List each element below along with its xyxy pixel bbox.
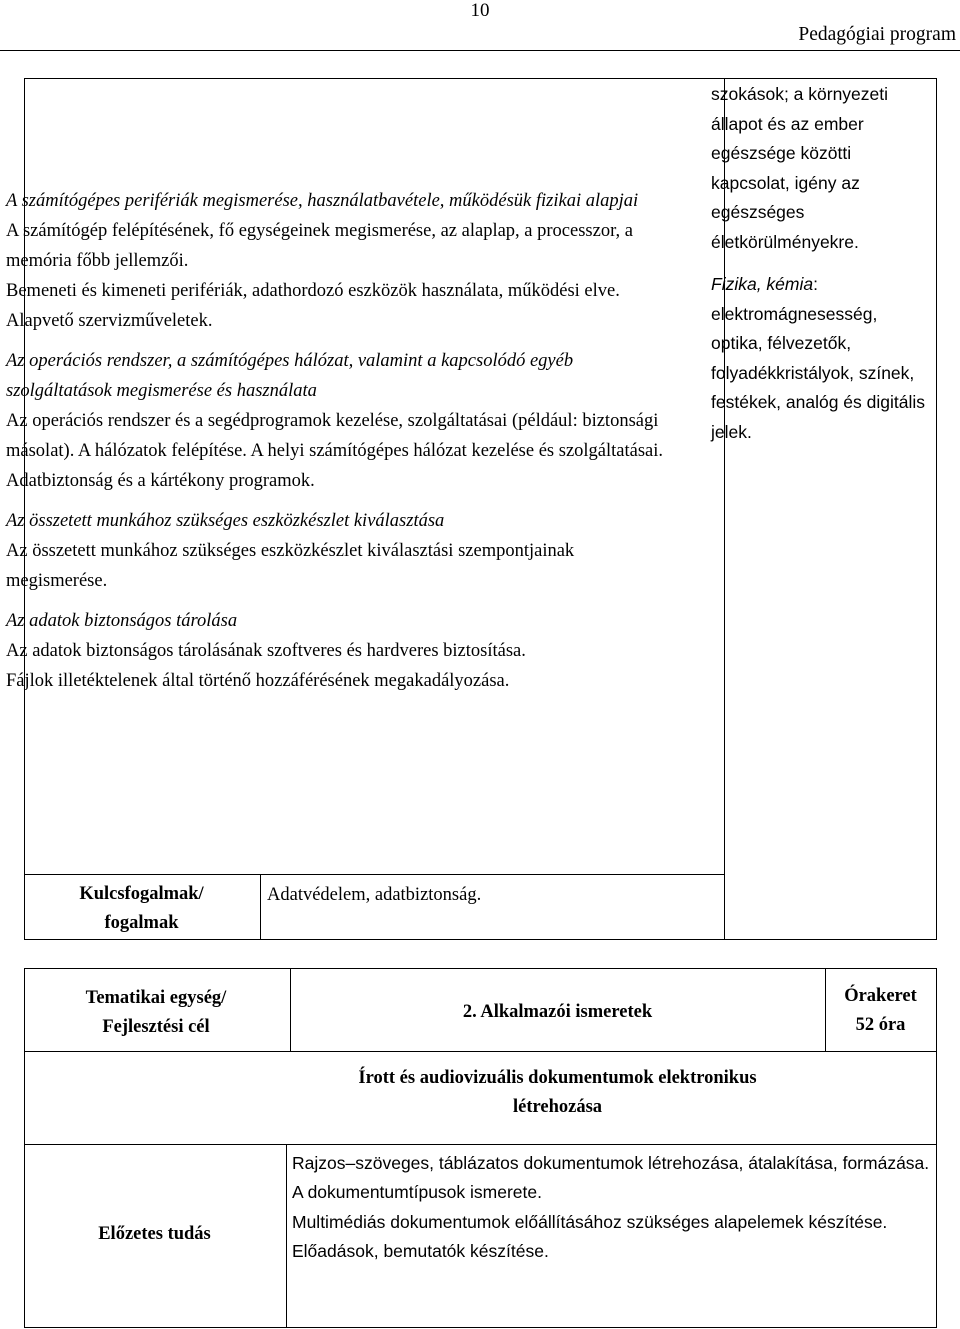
- unit-title: 2. Alkalmazói ismeretek: [462, 1002, 653, 1022]
- row-divider: [25, 1051, 936, 1052]
- header-rule: [0, 50, 960, 51]
- cell-divider: [260, 874, 261, 939]
- content-block-data-storage: [6, 606, 666, 696]
- prior-knowledge-line: Rajzos–szöveges, táblázatos dokumentumok létrehozása, átalakítása, formázása.: [292, 1153, 930, 1173]
- subject-name: Fizika, kémia: [711, 274, 814, 294]
- hours-label: Órakeret: [844, 986, 917, 1006]
- prior-knowledge-line: A dokumentumtípusok ismerete.: [292, 1182, 542, 1203]
- key-concepts-label-line: fogalmak: [104, 913, 179, 933]
- block-heading: Az adatok biztonságos tárolása: [6, 611, 238, 631]
- block-line: Az összetett munkához szükséges eszközkészlet kiválasztási szempontjainak megismerése.: [6, 541, 575, 591]
- page-number: 10: [470, 0, 490, 21]
- development-goal-line: Írott és audiovizuális dokumentumok elektronikus: [358, 1068, 757, 1088]
- block-heading: Az operációs rendszer, a számítógépes hálózat, valamint a kapcsolódó egyéb szolgáltatások megismerése és használata: [6, 351, 574, 401]
- subject-topics: elektromágnesesség, optika, félvezetők, folyadékkristályok, színek, festékek, analóg és digitális jelek.: [711, 303, 926, 442]
- content-block-toolset: [6, 506, 666, 596]
- subject-colon: :: [813, 274, 818, 294]
- content-block-os-network: [6, 346, 666, 496]
- prior-knowledge-label: Előzetes tudás: [98, 1224, 211, 1244]
- block-line: Fájlok illetéktelenek által történő hozzáférésének megakadályozása.: [6, 671, 510, 691]
- key-concepts-value: Adatvédelem, adatbiztonság.: [267, 885, 482, 905]
- thematic-unit-label-line: Fejlesztési cél: [102, 1017, 210, 1037]
- block-heading: A számítógépes perifériák megismerése, használatbavétele, működésük fizikai alapjai: [6, 191, 639, 211]
- block-line: Alapvető szervizműveletek.: [6, 311, 213, 331]
- document-title: Pedagógiai program: [798, 24, 956, 45]
- key-concepts-label: [24, 880, 259, 938]
- key-concepts-label-line: Kulcsfogalmak/: [79, 884, 204, 904]
- prior-knowledge-line: Előadások, bemutatók készítése.: [292, 1240, 549, 1261]
- prior-knowledge-text: [292, 1149, 932, 1266]
- block-line: A számítógép felépítésének, fő egységeinek megismerése, az alaplap, a processzor, a memória főbb jellemzői.: [6, 221, 633, 271]
- content-column: [6, 186, 666, 706]
- development-goal-line: létrehozása: [512, 1097, 603, 1117]
- development-goal-title: [290, 1064, 825, 1122]
- block-line: Bemeneti és kimeneti perifériák, adathordozó eszközök használata, működési elve.: [6, 281, 620, 301]
- prior-knowledge-line: Multimédiás dokumentumok előállításához szükséges alapelemek készítése.: [292, 1211, 888, 1232]
- content-block-peripherals: [6, 186, 666, 336]
- block-heading: Az összetett munkához szükséges eszközkészlet kiválasztása: [6, 511, 445, 531]
- row-divider: [25, 874, 724, 875]
- hours-cell: [825, 982, 936, 1040]
- cell-divider: [286, 1144, 287, 1327]
- connection-text-physics: [711, 270, 933, 447]
- block-line: Az operációs rendszer és a segédprogramok kezelése, szolgáltatásai (például: biztonsági másolat). A hálózatok felépítése. A helyi számítógépes hálózat kezelése és szolgáltatásai. Adatbiztonság és a kártékony programok.: [6, 411, 664, 491]
- thematic-unit-label: [24, 984, 288, 1042]
- thematic-unit-label-line: Tematikai egység/: [85, 988, 227, 1008]
- block-line: Az adatok biztonságos tárolásának szoftveres és hardveres biztosítása.: [6, 641, 526, 661]
- hours-value: 52 óra: [855, 1015, 906, 1035]
- connection-text-health: szokások; a környezeti állapot és az ember egészsége közötti kapcsolat, igény az egészséges életkörülményekre.: [711, 84, 889, 252]
- row-divider: [25, 1144, 936, 1145]
